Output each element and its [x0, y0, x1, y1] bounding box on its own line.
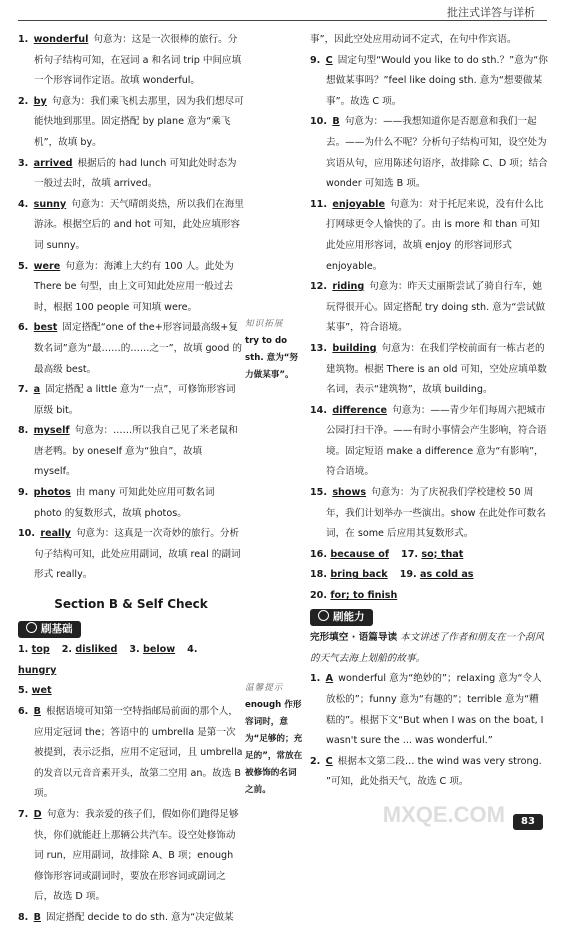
item-number: 2. [310, 755, 324, 767]
item-answer: C [325, 54, 333, 66]
item-number: 6. [18, 706, 32, 717]
answer-item [18, 257, 244, 319]
item-number: 6. [18, 322, 32, 334]
item-answer: shows [332, 487, 367, 499]
item-number: 14. [310, 404, 331, 416]
item-explanation: 由 many 可知此处应用可数名词 photo 的复数形式，故填 photos。 [34, 487, 215, 519]
item-number: 12. [310, 281, 331, 293]
item-answer: photos [33, 487, 71, 499]
badge-label: 刷能力 [333, 610, 365, 623]
item-number: 8. [18, 911, 32, 923]
answer-item [310, 30, 548, 51]
mid-note-2 [245, 680, 305, 799]
item-answer: C [325, 755, 333, 767]
item-number: 7. [18, 808, 32, 820]
short-answer: 3. below [129, 644, 176, 656]
item-number: 7. [18, 384, 32, 396]
answer-row [310, 586, 548, 607]
note-text: try to do sth. 意为“努力做某事”。 [245, 336, 299, 380]
item-answer: B [33, 911, 41, 923]
badge-icon [26, 622, 37, 633]
item-answer: by [33, 95, 47, 107]
item-explanation: 句意为：我们乘飞机去那里，因为我们想尽可能快地到那里。固定搭配 by plane 意为“乘飞机”，故填 by。 [34, 95, 244, 148]
item-explanation: 句意为：这真是一次奇妙的旅行。分析句子结构可知，此处应用副词，故填 real 的副词形式 really。 [34, 528, 241, 581]
answer-item [18, 154, 244, 195]
item-explanation: 事”，因此空处应用动词不定式，在句中作宾语。 [310, 34, 517, 45]
item-number: 11. [310, 198, 331, 210]
badge-ability [310, 609, 373, 626]
answer-item [18, 380, 244, 421]
answer-item [18, 483, 244, 524]
item-answer: myself [33, 425, 70, 437]
item-explanation: 句意为：在我们学校前面有一栋古老的建筑物。根据 There is an old 可知，空处应填单数名词，表示“建筑物”，故填 building。 [326, 342, 547, 396]
answer-item [310, 51, 548, 113]
item-explanation: 根据后的 had lunch 可知此处时态为一般过去时，故填 arrived。 [34, 157, 237, 190]
item-explanation: 句意为：昨天丈丽斯尝试了骑自行车，她玩得很开心。固定搭配 try doing sth. 意为“尝试做某事”，符合语境。 [326, 281, 546, 334]
item-answer: really [40, 528, 71, 540]
item-answer: A [325, 673, 334, 685]
answer-row [18, 681, 244, 702]
answer-item [18, 908, 244, 929]
item-explanation: 句意为：为了庆祝我们学校建校 50 周年，我们计划举办一些演出。show 在此处作可数名词，在 some 后应用其复数形式。 [326, 487, 546, 540]
item-explanation: 句意为：我亲爱的孩子们，假如你们跑得足够快，你们就能赶上那辆公共汽车。设空处修饰动词 run，应用副词，故排除 A、B 项；enough 修饰形容词或副词时，要放在形容词或副词之后，故选 D 项。 [34, 808, 239, 903]
item-answer: were [33, 260, 61, 272]
item-explanation: 句意为：……所以我自己见了米老鼠和唐老鸭。by oneself 意为“独自”，故填 myself。 [34, 425, 238, 478]
item-answer: best [33, 322, 58, 334]
badge-icon [318, 610, 329, 621]
header-rule [18, 20, 547, 21]
short-answer: 19. as cold as [399, 569, 474, 581]
item-answer: building [332, 342, 377, 354]
answer-row [310, 545, 548, 566]
item-explanation: 句意为：——青少年们每周六把城市公园打扫干净。——有时小事情会产生影响，符合语境。固定短语 make a difference 意为“有影响”，符合语境。 [326, 404, 547, 478]
item-explanation: 句意为：这是一次很棒的旅行。分析句子结构可知，在冠词 a 和名词 trip 中间应填一个形容词作定语。故填 wonderful。 [34, 34, 242, 87]
note-tag: 知识拓展 [245, 319, 284, 329]
short-answer: 20. for; to finish [310, 590, 398, 602]
item-explanation: 固定搭配“one of the+形容词最高级+复数名词”意为“最……的……之一”，故填 good 的最高级 best。 [34, 322, 243, 375]
answer-item [310, 483, 548, 545]
answer-item [310, 277, 548, 339]
short-answer: 4. hungry [18, 644, 198, 676]
mid-note-1 [245, 316, 305, 384]
answer-item [18, 702, 244, 805]
short-answer: 5. wet [18, 685, 52, 697]
item-number: 15. [310, 487, 331, 499]
item-number: 9. [18, 487, 32, 499]
item-number: 3. [18, 157, 32, 169]
cloze-body: 本文讲述了作者和朋友在一个刮风的天气去海上划船的故事。 [310, 632, 545, 664]
item-explanation: 句意为：——我想知道你是否愿意和我们一起去。——为什么不呢？分析句子结构可知，设空处为宾语从句，应用陈述句语序，故排除 C、D 项；结合 wonder 可知选 B 项。 [326, 116, 548, 190]
item-explanation: wonderful 意为“绝妙的”；relaxing 意为“令人放松的”；funny 意为“有趣的”；terrible 意为“糟糕的”。根据下文“But when I was on the boat, I wasn't sure the ... was wonderful.” [326, 673, 544, 747]
answer-item [18, 30, 244, 92]
item-number: 13. [310, 342, 331, 354]
item-answer: B [33, 706, 41, 717]
right-column [310, 30, 548, 793]
badge-basic [18, 621, 81, 638]
short-answer: 2. disliked [61, 644, 118, 656]
item-answer: arrived [33, 157, 73, 169]
item-explanation: 固定句型“Would you like to do sth.？”意为“你想做某事吗？”feel like doing sth. 意为“想要做某事”。故选 C 项。 [326, 54, 548, 107]
item-explanation: 根据语境可知第一空特指邮局前面的那个人，应用定冠词 the；答语中的 umbrella 是第一次被提到，表示泛指，应用不定冠词，且 umbrella 的发音以元音音素开头，故第二空用 an。故选 B 项。 [34, 706, 243, 800]
answer-item [18, 524, 244, 586]
item-answer: riding [332, 281, 365, 293]
item-answer: a [33, 384, 41, 396]
item-answer: D [33, 808, 42, 820]
answer-item [310, 752, 548, 793]
cloze-intro [310, 628, 548, 669]
answer-item [18, 318, 244, 380]
answer-row [310, 565, 548, 586]
item-number: 10. [310, 116, 331, 128]
answer-item [18, 92, 244, 154]
item-explanation: 句意为：对于托尼来说，没有什么比打网球更令人愉快的了。由 is more 和 than 可知此处应用形容词，故填 enjoy 的形容词形式 enjoyable。 [326, 198, 544, 272]
item-answer: enjoyable [332, 198, 385, 210]
right-items [310, 30, 548, 545]
answer-item [18, 421, 244, 483]
answer-item [18, 805, 244, 908]
item-explanation: 固定搭配 a little 意为“一点”，可修饰形容词原级 bit。 [34, 384, 236, 416]
item-number: 2. [18, 95, 32, 107]
left-items2 [18, 702, 244, 929]
right-answers [310, 545, 548, 607]
item-number: 4. [18, 198, 32, 210]
answer-item [310, 195, 548, 277]
item-explanation: 句意为：天气晴朗炎热，所以我们在海里游泳。根据空后的 and hot 可知，此处应填形容词 sunny。 [34, 198, 244, 251]
answer-item [18, 195, 244, 257]
item-number: 5. [18, 260, 32, 272]
item-number: 1. [18, 34, 32, 45]
item-explanation: 固定搭配 decide to do sth. 意为“决定做某 [46, 911, 234, 923]
section-title: Section B & Self Check [54, 597, 208, 612]
note-text: enough 作形容词时，意为“足够的；充足的”，常放在被修饰的名词之前。 [245, 700, 303, 795]
item-number: 1. [310, 673, 324, 685]
item-number: 9. [310, 54, 324, 66]
short-answer: 17. so; that [401, 548, 464, 560]
answer-item [310, 669, 548, 751]
left-items [18, 30, 244, 586]
item-explanation: 根据本文第二段… the wind was very strong. ”可知，此处指天气，故选 C 项。 [326, 755, 542, 788]
item-answer: B [332, 116, 340, 128]
cloze-head: 完形填空 · 语篇导读 [310, 632, 398, 644]
answer-item [310, 112, 548, 194]
item-number: 10. [18, 528, 39, 540]
page-number: 83 [513, 814, 543, 830]
left-answers [18, 640, 244, 702]
answer-item [310, 401, 548, 483]
short-answer: 1. top [18, 644, 50, 656]
right-items2 [310, 669, 548, 793]
item-explanation: 句意为：海滩上大约有 100 人。此处为 There be 句型，由上文可知此处应用一般过去时，根据 100 people 可知填 were。 [34, 260, 234, 313]
item-answer: difference [332, 404, 388, 416]
item-answer: wonderful [33, 34, 89, 45]
left-column [18, 30, 244, 929]
note-tag: 温馨提示 [245, 683, 284, 693]
badge-label: 刷基础 [41, 622, 73, 635]
item-number: 8. [18, 425, 32, 437]
answer-row [18, 640, 244, 681]
short-answer: 16. because of [310, 548, 390, 560]
answer-item [310, 339, 548, 401]
watermark: MXQE.COM [382, 802, 505, 827]
item-answer: sunny [33, 198, 67, 210]
short-answer: 18. bring back [310, 569, 388, 581]
header-title: 批注式详答与详析 [447, 6, 535, 19]
